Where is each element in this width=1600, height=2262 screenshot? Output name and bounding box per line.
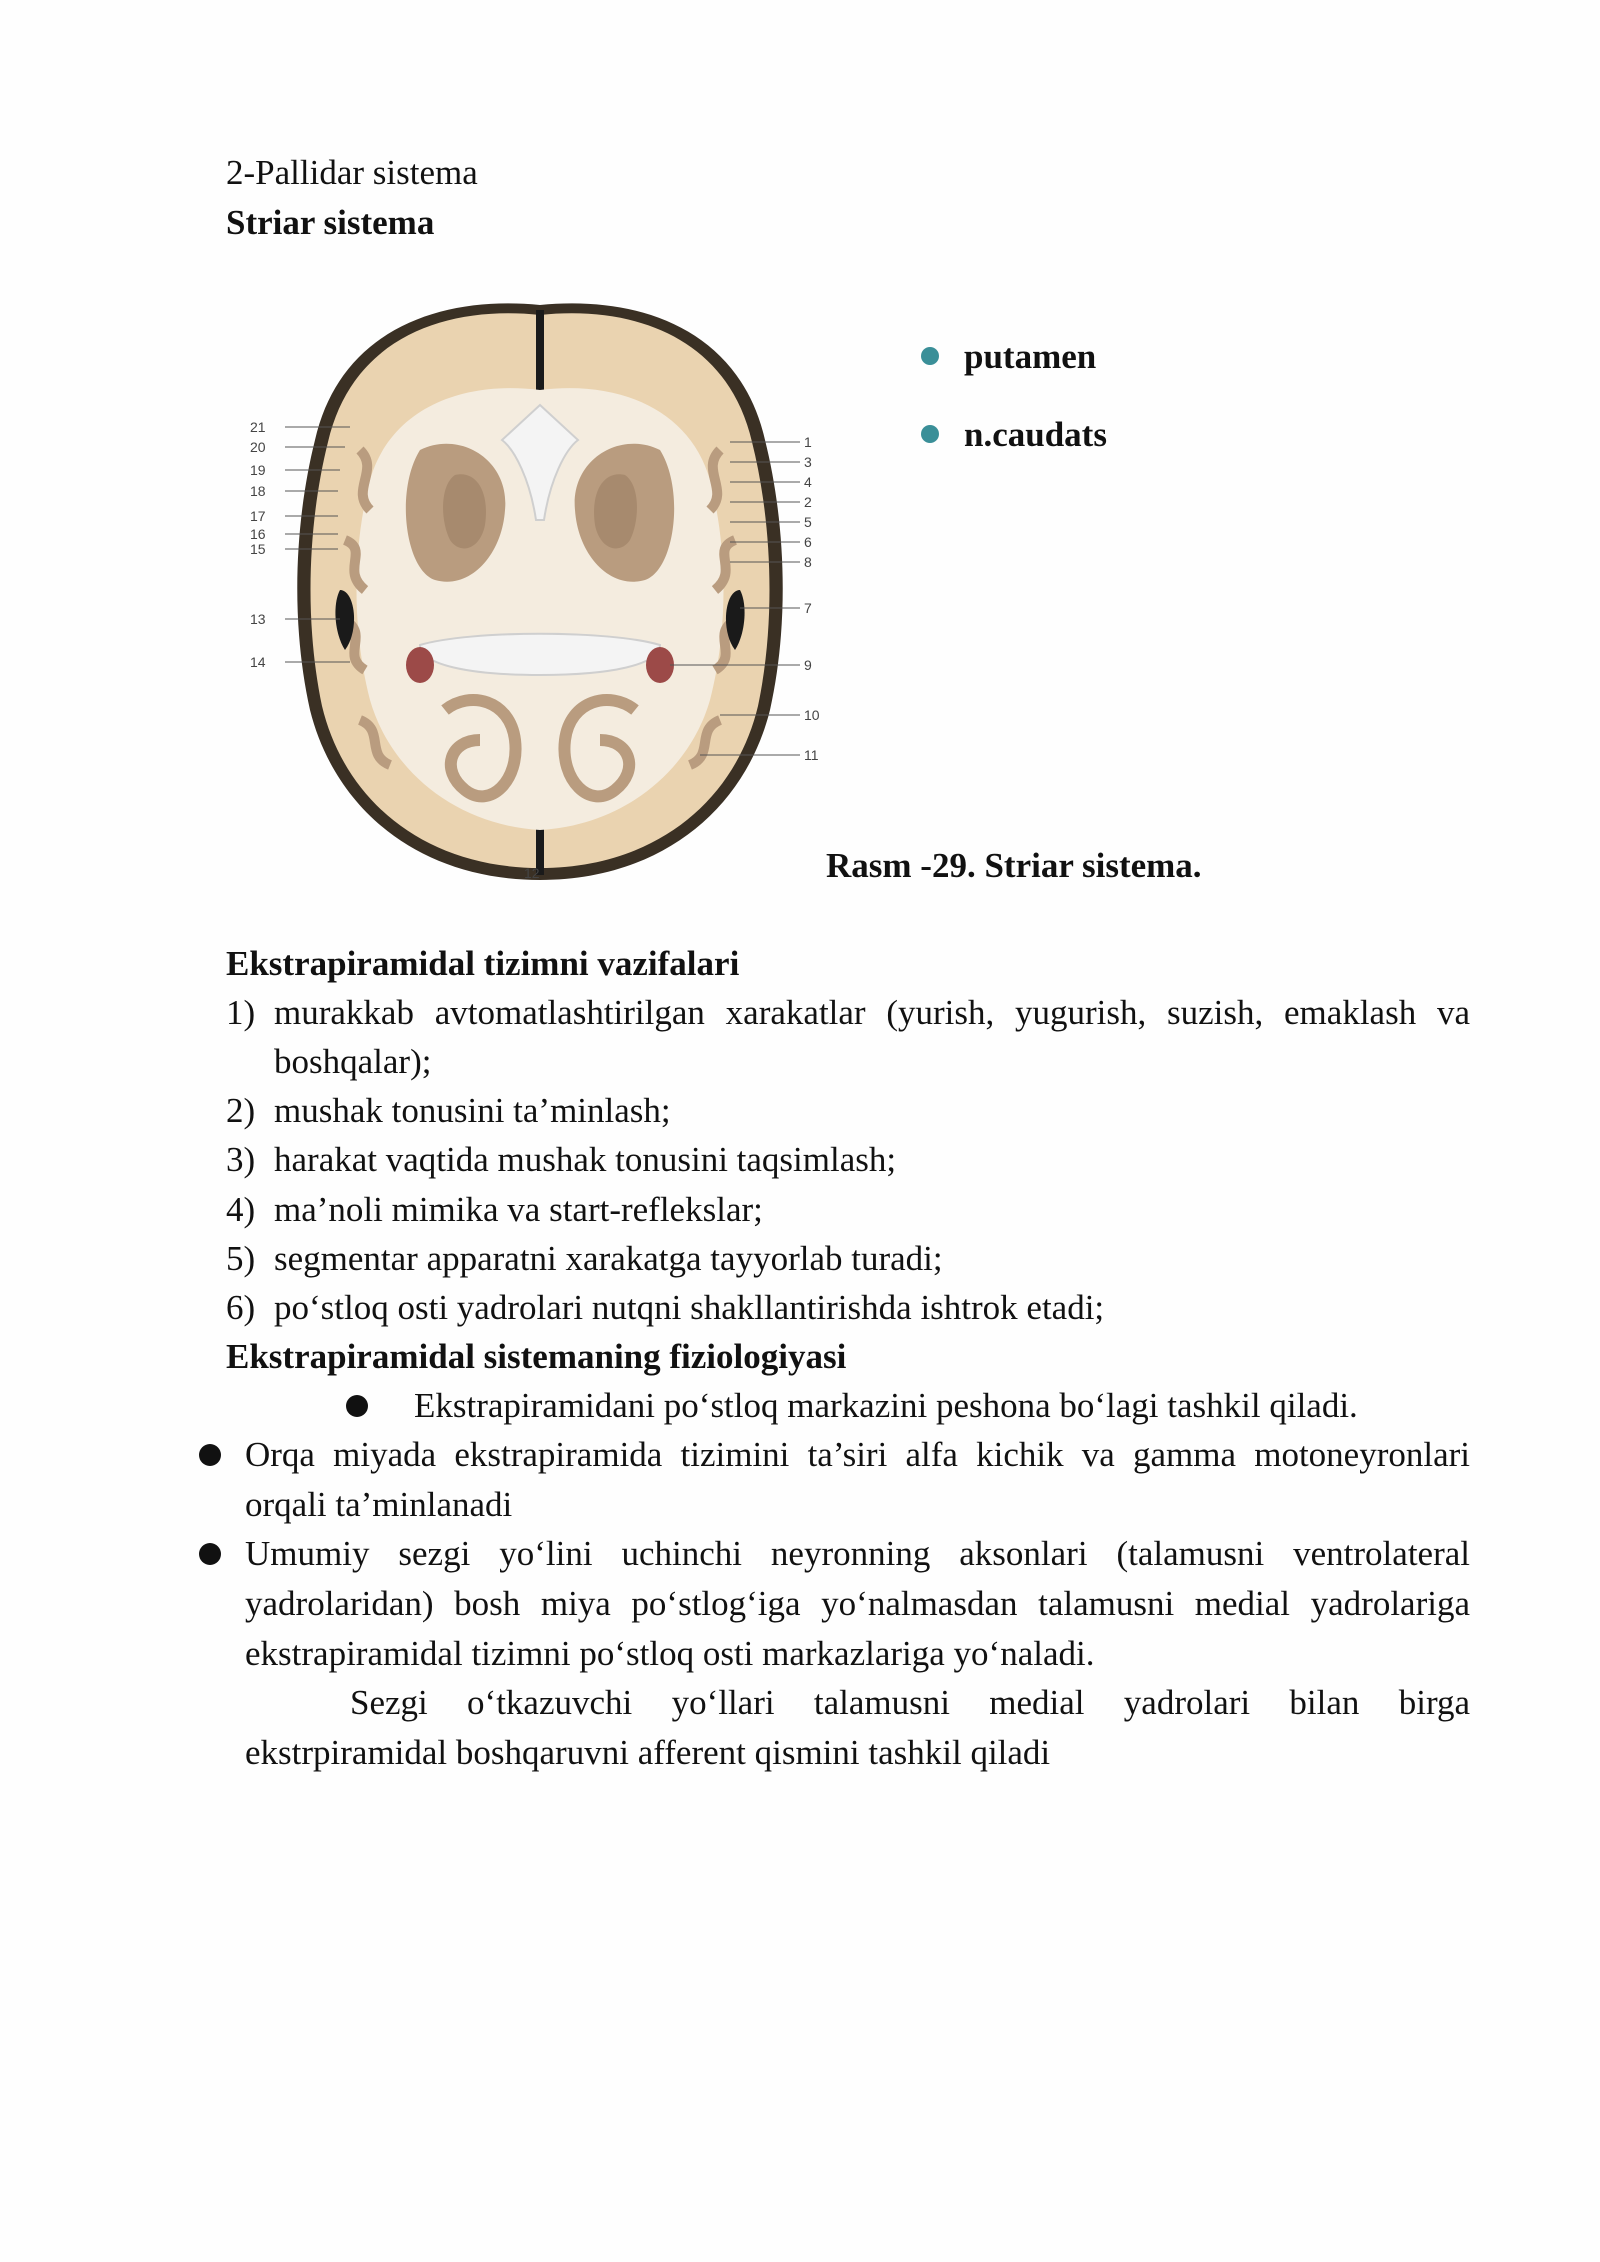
brain-label-15: 15 — [250, 541, 266, 557]
brain-label-20: 20 — [250, 439, 266, 455]
list-item-text: murakkab avtomatlashtirilgan xarakatlar (yurish, yugurish, suzish, emaklash va — [274, 993, 1470, 1032]
functions-heading: Ekstrapiramidal tizimni vazifalari — [226, 944, 740, 983]
bullet-dot-icon — [921, 347, 939, 365]
physiology-paragraph-3-cont: ekstrapiramidal tizimni po‘stloq osti markazlariga yo‘naladi. — [245, 1634, 1095, 1673]
brain-label-14: 14 — [250, 654, 266, 670]
brain-label-16: 16 — [250, 526, 266, 542]
physiology-paragraph-3-cont: yadrolaridan) bosh miya po‘stlog‘iga yo‘nalmasdan talamusni medial yadrolariga — [245, 1584, 1470, 1623]
physiology-paragraph-4: Sezgi o‘tkazuvchi yo‘llari talamusni medial yadrolari bilan birga — [350, 1683, 1470, 1722]
physiology-paragraph-4-cont: ekstrpiramidal boshqaruvni afferent qismini tashkil qiladi — [245, 1733, 1051, 1772]
bullet-dot-icon — [199, 1543, 221, 1565]
brain-label-11: 11 — [804, 747, 819, 763]
brain-label-19: 19 — [250, 462, 266, 478]
physiology-paragraph-1: Ekstrapiramidani po‘stloq markazini peshona bo‘lagi tashkil qiladi. — [414, 1386, 1358, 1425]
figure-caption: Rasm -29. Striar sistema. — [826, 846, 1202, 885]
list-item-text: segmentar apparatni xarakatga tayyorlab turadi; — [274, 1239, 943, 1278]
brain-label-12: 12 — [524, 865, 540, 881]
brain-label-5: 5 — [804, 514, 812, 530]
bullet-dot-icon — [346, 1395, 368, 1417]
bullet-caudate: n.caudats — [964, 415, 1107, 454]
bullet-dot-icon — [199, 1444, 221, 1466]
brain-label-2: 2 — [804, 494, 812, 510]
section-title: Striar sistema — [226, 203, 435, 242]
brain-label-13: 13 — [250, 611, 266, 627]
brain-label-10: 10 — [804, 707, 820, 723]
list-item-text: ma’noli mimika va start-reflekslar; — [274, 1190, 763, 1229]
list-item-text: harakat vaqtida mushak tonusini taqsimlash; — [274, 1140, 897, 1179]
brain-label-18: 18 — [250, 483, 266, 499]
brain-label-9: 9 — [804, 657, 812, 673]
brain-label-17: 17 — [250, 508, 266, 524]
list-number: 5) — [226, 1239, 256, 1278]
brain-label-21: 21 — [250, 419, 266, 435]
brain-label-4: 4 — [804, 474, 812, 490]
physiology-paragraph-3: Umumiy sezgi yo‘lini uchinchi neyronning aksonlari (talamusni ventrolateral — [245, 1534, 1470, 1573]
brain-label-3: 3 — [804, 454, 812, 470]
brain-axial-section-figure — [240, 290, 840, 890]
physiology-heading: Ekstrapiramidal sistemaning fiziologiyasi — [226, 1337, 847, 1376]
list-item-text-cont: boshqalar); — [274, 1042, 432, 1081]
list-number: 6) — [226, 1288, 256, 1327]
list-number: 4) — [226, 1190, 256, 1229]
bullet-putamen: putamen — [964, 337, 1097, 376]
section-subtitle: 2-Pallidar sistema — [226, 153, 478, 192]
physiology-paragraph-2: Orqa miyada ekstrapiramida tizimini ta’siri alfa kichik va gamma motoneyronlari — [245, 1435, 1470, 1474]
brain-label-1: 1 — [804, 434, 812, 450]
list-number: 1) — [226, 993, 256, 1032]
brain-label-6: 6 — [804, 534, 812, 550]
bullet-dot-icon — [921, 425, 939, 443]
brain-label-8: 8 — [804, 554, 812, 570]
brain-label-7: 7 — [804, 600, 812, 616]
list-item-text: mushak tonusini ta’minlash; — [274, 1091, 671, 1130]
list-number: 2) — [226, 1091, 256, 1130]
physiology-paragraph-2-cont: orqali ta’minlanadi — [245, 1485, 513, 1524]
list-number: 3) — [226, 1140, 256, 1179]
list-item-text: po‘stloq osti yadrolari nutqni shakllantirishda ishtrok etadi; — [274, 1288, 1105, 1327]
